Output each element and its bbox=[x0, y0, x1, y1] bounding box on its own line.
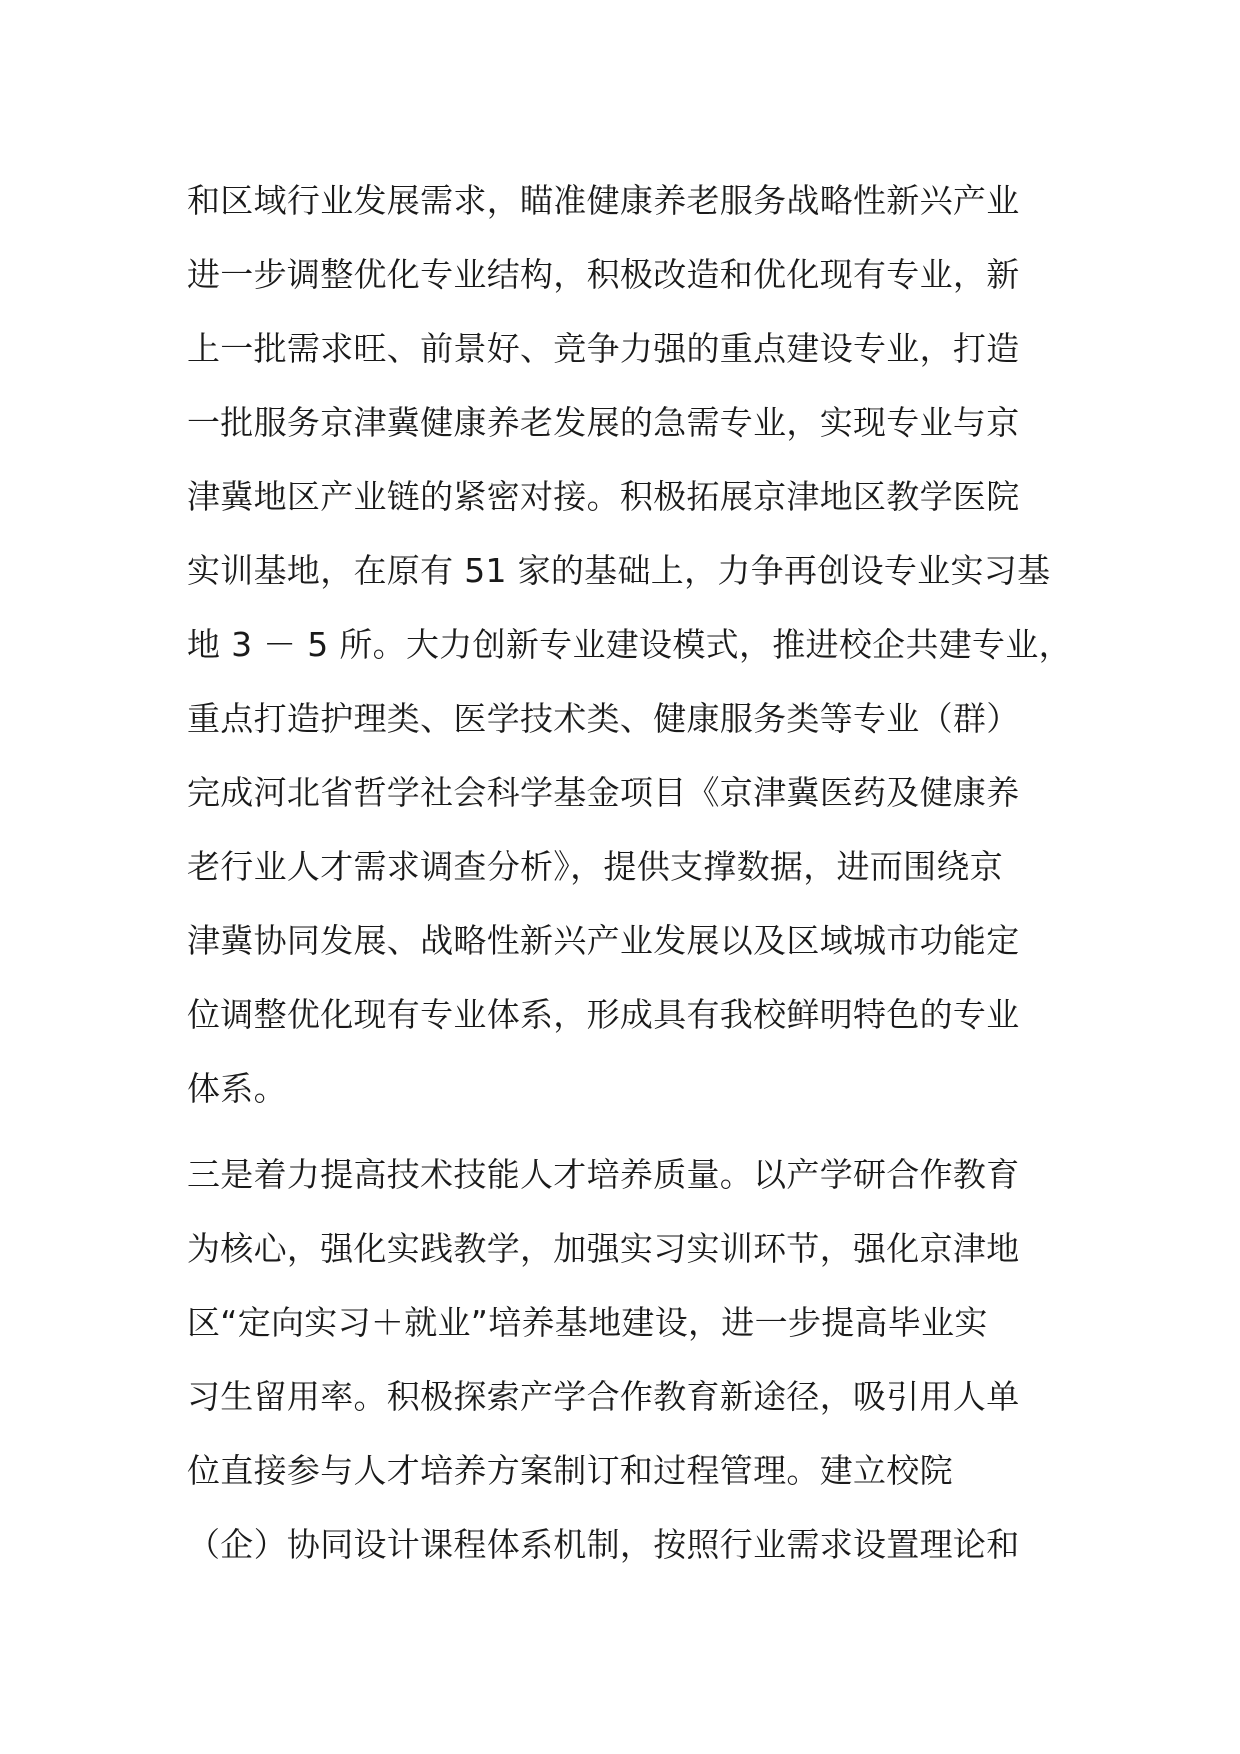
text-line: （企）协同设计课程体系机制，按照行业需求设置理论和 bbox=[187, 1525, 1020, 1564]
text-line: 完成河北省哲学社会科学基金项目《京津冀医药及健康养 bbox=[187, 773, 1020, 812]
document-body bbox=[187, 164, 1072, 1582]
text-line: 区“定向实习＋就业”培养基地建设，进一步提高毕业实 bbox=[187, 1303, 988, 1342]
text-line: 三是着力提高技术技能人才培养质量。以产学研合作教育 bbox=[187, 1155, 1020, 1194]
text-line: 一批服务京津冀健康养老发展的急需专业，实现专业与京 bbox=[187, 403, 1020, 442]
text-line: 实训基地，在原有 51 家的基础上，力争再创设专业实习基 bbox=[187, 551, 1051, 590]
text-line: 位直接参与人才培养方案制订和过程管理。建立校院 bbox=[187, 1451, 953, 1490]
text-line: 体系。 bbox=[187, 1069, 287, 1108]
text-line: 地 3 － 5 所。大力创新专业建设模式，推进校企共建专业， bbox=[187, 625, 1072, 664]
text-line: 老行业人才需求调查分析》，提供支撑数据，进而围绕京 bbox=[187, 847, 1003, 886]
paragraph-specialty-structure bbox=[187, 164, 1072, 1126]
text-line: 津冀地区产业链的紧密对接。积极拓展京津地区教学医院 bbox=[187, 477, 1020, 516]
text-line: 重点打造护理类、医学技术类、健康服务类等专业（群） bbox=[187, 699, 1020, 738]
text-line: 位调整优化现有专业体系，形成具有我校鲜明特色的专业 bbox=[187, 995, 1020, 1034]
text-line: 习生留用率。积极探索产学合作教育新途径，吸引用人单 bbox=[187, 1377, 1020, 1416]
text-line: 和区域行业发展需求，瞄准健康养老服务战略性新兴产业 bbox=[187, 181, 1020, 220]
text-line: 津冀协同发展、战略性新兴产业发展以及区域城市功能定 bbox=[187, 921, 1020, 960]
text-line: 上一批需求旺、前景好、竞争力强的重点建设专业，打造 bbox=[187, 329, 1020, 368]
text-line: 进一步调整优化专业结构，积极改造和优化现有专业，新 bbox=[187, 255, 1020, 294]
text-line: 为核心，强化实践教学，加强实习实训环节，强化京津地 bbox=[187, 1229, 1020, 1268]
paragraph-training-quality bbox=[187, 1138, 1057, 1582]
